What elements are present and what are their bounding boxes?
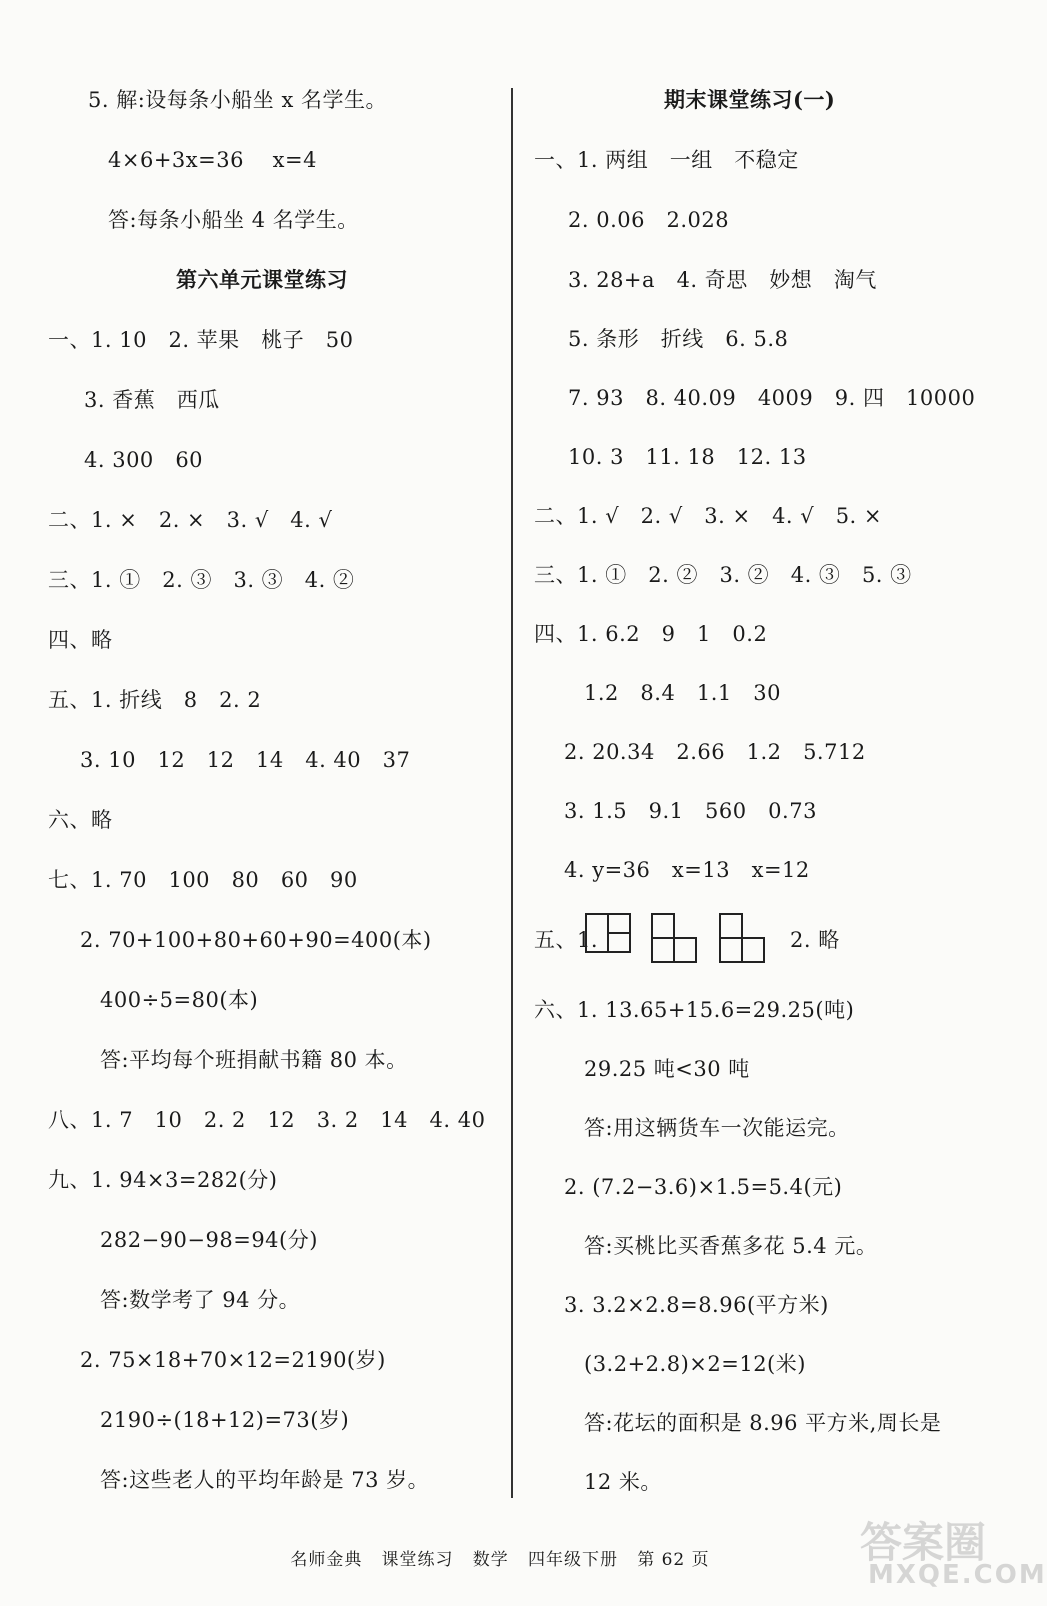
answer-line: 2. 0.06 2.028 [568,208,730,232]
watermark-logo [860,1510,1047,1600]
answer-line: 七、1. 70 100 80 60 90 [48,868,358,892]
answer-line: 四、略 [48,628,113,652]
answer-line: 六、1. 13.65+15.6=29.25(吨) [534,998,855,1022]
column-divider [511,88,513,1498]
answer-line: 3. 1.5 9.1 560 0.73 [564,799,817,823]
answer-line: 282−90−98=94(分) [100,1228,318,1252]
shape-views-figure [584,912,784,966]
watermark-url: MXQE.COM [868,1560,1047,1590]
answer-line: 5. 解:设每条小船坐 x 名学生。 [88,88,387,112]
answer-line: 3. 香蕉 西瓜 [84,388,220,412]
answer-line: 一、1. 10 2. 苹果 桃子 50 [48,328,354,352]
answer-line: 二、1. × 2. × 3. √ 4. √ [48,508,333,532]
answer-line: 三、1. ① 2. ③ 3. ③ 4. ② [48,568,355,592]
answer-line: 7. 93 8. 40.09 4009 9. 四 10000 [568,386,976,410]
answer-line: 29.25 吨<30 吨 [584,1057,750,1081]
answer-line: 答:平均每个班捐献书籍 80 本。 [100,1048,408,1072]
answer-line: 3. 3.2×2.8=8.96(平方米) [564,1293,829,1317]
answer-line: 五、1. [534,928,599,952]
answer-line: 1.2 8.4 1.1 30 [584,681,781,705]
answer-line: 八、1. 7 10 2. 2 12 3. 2 14 4. 40 [48,1108,486,1132]
answer-line: 2. 20.34 2.66 1.2 5.712 [564,740,866,764]
answer-line: 九、1. 94×3=282(分) [48,1168,278,1192]
answer-line: 3. 10 12 12 14 4. 40 37 [80,748,411,772]
answer-line: 答:花坛的面积是 8.96 平方米,周长是 [584,1411,942,1435]
page-footer: 名师金典 课堂练习 数学 四年级下册 第 62 页 [290,1550,710,1570]
answer-line: 4. 300 60 [84,448,204,472]
answer-line: 答:这些老人的平均年龄是 73 岁。 [100,1468,430,1492]
answer-line: 答:用这辆货车一次能运完。 [584,1116,850,1140]
answer-line: 答:数学考了 94 分。 [100,1288,301,1312]
answer-line: 4×6+3x=36 x=4 [108,148,317,172]
answer-line: 三、1. ① 2. ② 3. ② 4. ③ 5. ③ [534,563,912,587]
answer-line: 答:每条小船坐 4 名学生。 [108,208,359,232]
answer-line: 四、1. 6.2 9 1 0.2 [534,622,768,646]
answer-line: 2. 75×18+70×12=2190(岁) [80,1348,386,1372]
answer-line: 答:买桃比买香蕉多花 5.4 元。 [584,1234,878,1258]
answer-line: 六、略 [48,808,113,832]
answer-line: 5. 条形 折线 6. 5.8 [568,327,789,351]
answer-line: 4. y=36 x=13 x=12 [564,858,810,882]
answer-line: 2. 70+100+80+60+90=400(本) [80,928,432,952]
answer-line: 3. 28+a 4. 奇思 妙想 淘气 [568,268,877,292]
answer-line: 一、1. 两组 一组 不稳定 [534,148,799,172]
answer-line: (3.2+2.8)×2=12(米) [584,1352,806,1376]
answer-line: 10. 3 11. 18 12. 13 [568,445,807,469]
answer-line: 2. 略 [790,928,840,952]
answer-line: 400÷5=80(本) [100,988,259,1012]
answer-line: 12 米。 [584,1470,662,1494]
section-title: 期末课堂练习(一) [664,87,836,112]
answer-line: 2. (7.2−3.6)×1.5=5.4(元) [564,1175,843,1199]
answer-line: 五、1. 折线 8 2. 2 [48,688,262,712]
answer-line: 二、1. √ 2. √ 3. × 4. √ 5. × [534,504,882,528]
watermark-text: 答案圈 [860,1518,987,1567]
answer-line: 2190÷(18+12)=73(岁) [100,1408,350,1432]
section-title: 第六单元课堂练习 [176,267,348,292]
